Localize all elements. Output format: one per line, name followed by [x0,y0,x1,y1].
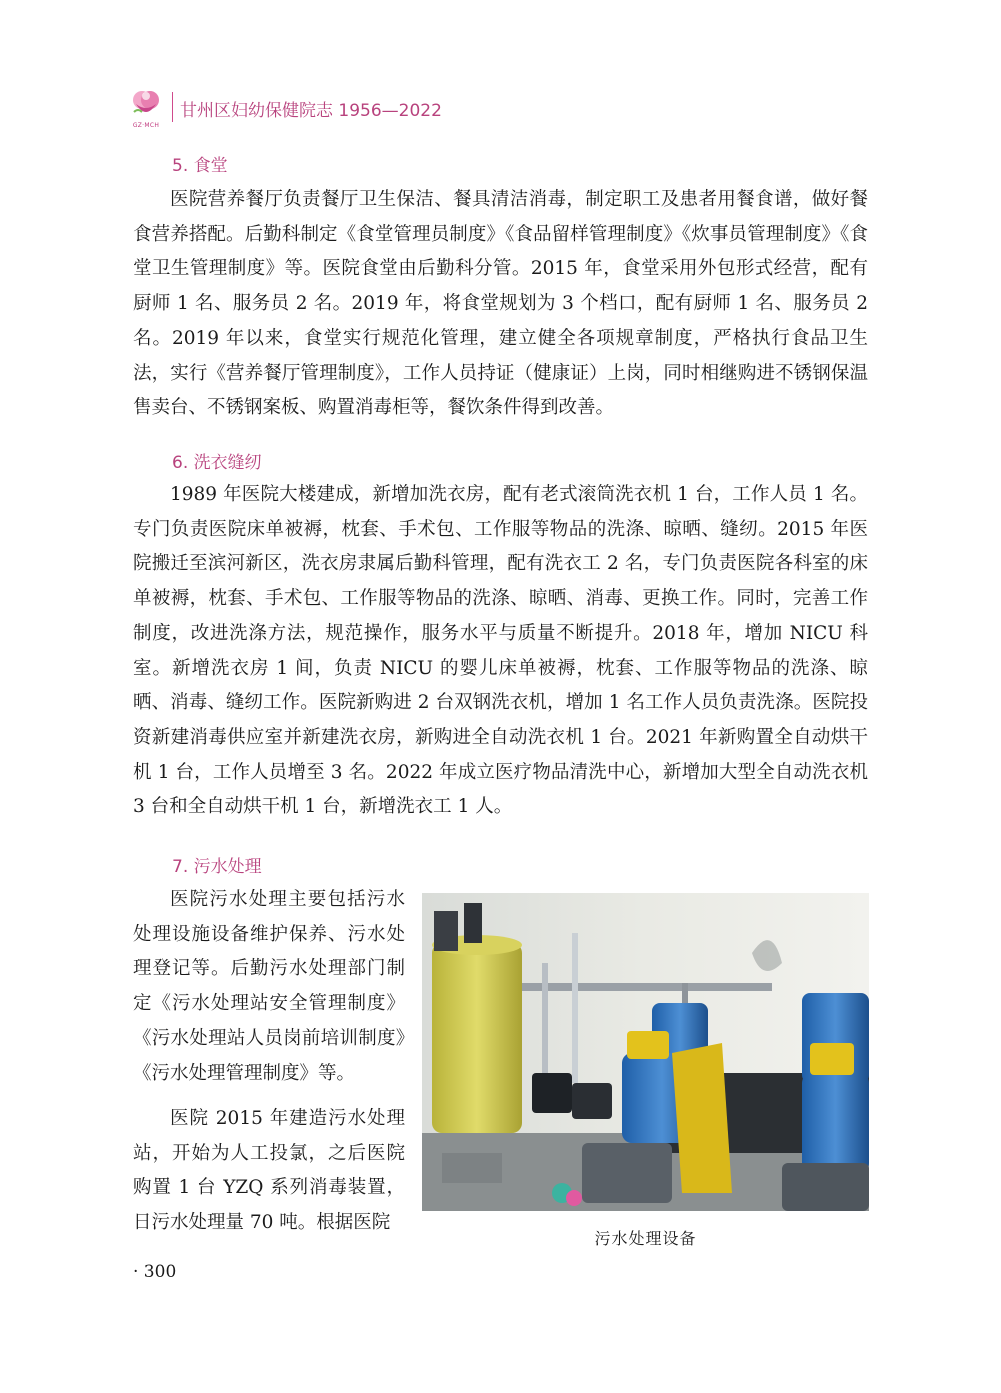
section-heading-laundry: 6. 洗衣缝纫 [172,453,262,473]
page-header [128,86,528,130]
running-header-title: 甘州区妇幼保健院志 1956—2022 [180,101,442,121]
section-heading-sewage: 7. 污水处理 [172,857,262,877]
paragraph-laundry: 1989 年医院大楼建成，新增加洗衣房，配有老式滚筒洗衣机 1 台，工作人员 1 名。专门负责医院床单被褥，枕套、手术包、工作服等物品的洗涤、晾晒、缝纫。2015 年医院搬迁至滨河新区，洗衣房隶属后勤科管理，配有洗衣工 2 名，专门负责医院各科室的床单被褥，枕套、手术包、工作服等物品的洗涤、晾晒、消毒、更换工作。同时，完善工作制度，改进洗涤方法，规范操作，服务水平与质量不断提升。2018 年，增加 NICU 科室。新增洗衣房 1 间，负责 NICU 的婴儿床单被褥，枕套、工作服等物品的洗涤、晾晒、消毒、缝纫工作。医院新购进 2 台双钢洗衣机，增加 1 名工作人员负责洗涤。医院投资新建消毒供应室并新建洗衣房，新购进全自动洗衣机 1 台。2021 年新购置全自动烘干机 1 台，工作人员增至 3 名。2022 年成立医疗物品清洗中心，新增加大型全自动洗衣机 3 台和全自动烘干机 1 台，新增洗衣工 1 人。 [133,484,868,818]
hospital-logo [128,86,164,130]
paragraph-sewage-1: 医院污水处理主要包括污水处理设施设备维护保养、污水处理登记等。后勤污水处理部门制定《污水处理站安全管理制度》《污水处理站人员岗前培训制度》《污水处理管理制度》等。 [133,889,405,1084]
figure-caption: 污水处理设备 [594,1229,697,1248]
paragraph-sewage-2: 医院 2015 年建造污水处理站，开始为人工投氯，之后医院购置 1 台 YZQ 系列消毒装置，日污水处理量 70 吨。根据医院 [133,1108,405,1234]
section-heading-canteen: 5. 食堂 [172,156,228,176]
page-number: · 300 [133,1262,177,1282]
sewage-equipment-photo [422,893,869,1211]
paragraph-canteen: 医院营养餐厅负责餐厅卫生保洁、餐具清洁消毒，制定职工及患者用餐食谱，做好餐食营养搭配。后勤科制定《食堂管理员制度》《食品留样管理制度》《炊事员管理制度》《食堂卫生管理制度》等。医院食堂由后勤科分管。2015 年，食堂采用外包形式经营，配有厨师 1 名、服务员 2 名。2019 年，将食堂规划为 3 个档口，配有厨师 1 名、服务员 2 名。2019 年以来，食堂实行规范化管理，建立健全各项规章制度，严格执行食品卫生法，实行《营养餐厅管理制度》，工作人员持证（健康证）上岗，同时相继购进不锈钢保温售卖台、不锈钢案板、购置消毒柜等，餐饮条件得到改善。 [133,189,868,419]
logo-text: GZ·MCH [132,122,160,129]
header-divider [172,92,173,122]
